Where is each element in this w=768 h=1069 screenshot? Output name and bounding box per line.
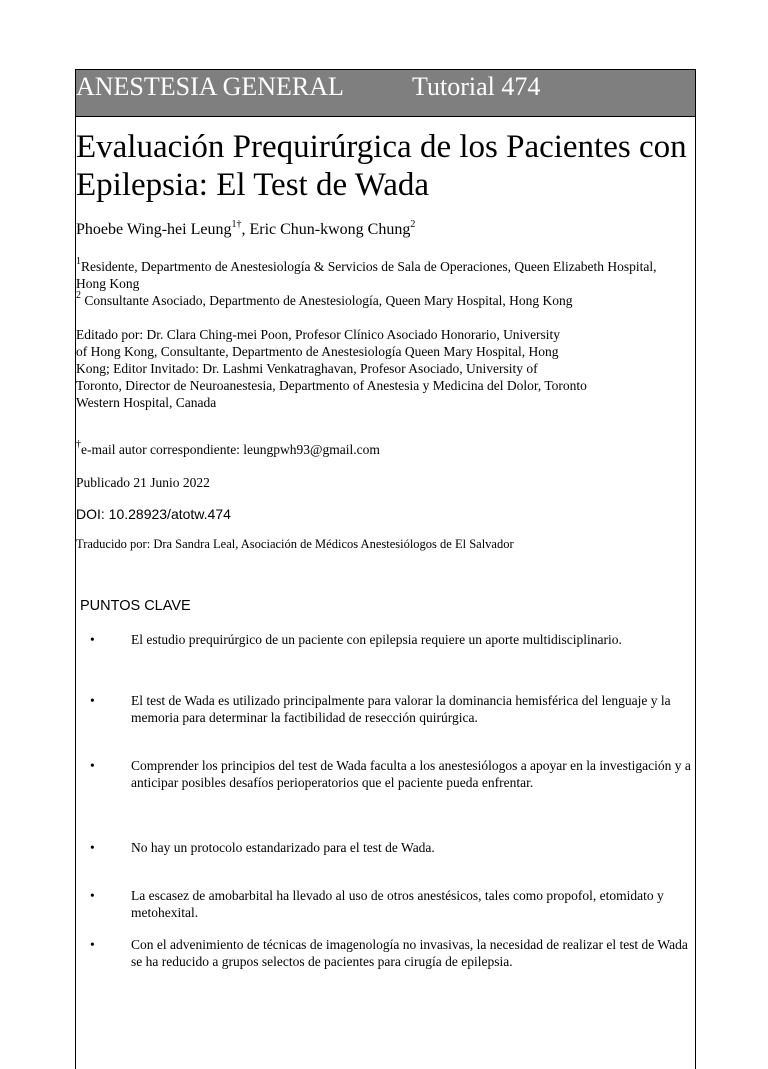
key-point-text: El estudio prequirúrgico de un paciente con epilepsia requiere un aporte multidisciplinario.	[131, 632, 622, 647]
edited-by	[76, 326, 676, 411]
translated-by: Traducido por: Dra Sandra Leal, Asociación de Médicos Anestesiólogos de El Salvador	[76, 537, 514, 551]
tutorial-number: Tutorial 474	[412, 72, 541, 101]
author-superscript: 1†	[231, 219, 242, 230]
email-superscript: †	[76, 439, 81, 450]
key-point-text: Comprender los principios del test de Wada faculta a los anestesiólogos a apoyar en la investigación y a anticipar posibles desafíos perioperatorios que el paciente pueda enfrentar.	[131, 758, 691, 790]
edited-line: Kong; Editor Invitado: Dr. Lashmi Venkatraghavan, Profesor Asociado, University of	[76, 361, 538, 376]
affiliation-superscript: 1	[76, 256, 81, 267]
author-line	[76, 220, 415, 240]
bullet-icon: •	[90, 840, 95, 855]
key-point-text: No hay un protocolo estandarizado para el test de Wada.	[131, 840, 435, 855]
edited-line: Toronto, Director de Neuroanestesia, Departmento of Anestesia y Medicina del Dolor, Toronto	[76, 378, 587, 393]
edited-line: of Hong Kong, Consultante, Departmento de Anestesiología Queen Mary Hospital, Hong	[76, 344, 559, 359]
section-title: ANESTESIA GENERAL	[76, 72, 344, 101]
header-band	[76, 70, 695, 117]
bullet-icon: •	[90, 888, 95, 903]
affiliation	[76, 258, 688, 292]
published-date: Publicado 21 Junio 2022	[76, 475, 210, 490]
bullet-icon: •	[90, 693, 95, 708]
affiliation-text: Residente, Departmento de Anestesiología & Servicios de Sala de Operaciones, Queen Elizabeth Hospital, Hong Kong	[76, 259, 657, 291]
bullet-icon: •	[90, 632, 95, 647]
author-name: Phoebe Wing-hei Leung	[76, 221, 232, 238]
bullet-icon: •	[90, 937, 95, 952]
key-point-text: Con el advenimiento de técnicas de imagenología no invasivas, la necesidad de realizar el test de Wada se ha reducido a grupos selectos de pacientes para cirugía de epilepsia.	[131, 937, 688, 969]
affiliation	[76, 292, 688, 309]
affiliations	[76, 258, 688, 309]
author-name: Eric Chun-kwong Chung	[249, 221, 411, 238]
article-title: Evaluación Prequirúrgica de los Pacientes con Epilepsia: El Test de Wada	[76, 129, 687, 203]
key-point-text: El test de Wada es utilizado principalmente para valorar la dominancia hemisférica del lenguaje y la memoria para determinar la factibilidad de resección quirúrgica.	[131, 693, 671, 725]
key-point-text: La escasez de amobarbital ha llevado al uso de otros anestésicos, tales como propofol, etomidato y metohexital.	[131, 888, 664, 920]
email-text: e-mail autor correspondiente: leungpwh93@gmail.com	[81, 442, 380, 457]
bullet-icon: •	[90, 758, 95, 773]
author-separator: ,	[241, 221, 250, 238]
edited-line: Western Hospital, Canada	[76, 395, 217, 410]
correspondence-email	[76, 441, 380, 458]
doi: DOI: 10.28923/atotw.474	[76, 506, 231, 522]
affiliation-text: Consultante Asociado, Departmento de Anestesiología, Queen Mary Hospital, Hong Kong	[81, 293, 573, 308]
affiliation-superscript: 2	[76, 290, 81, 301]
edited-line: Editado por: Dr. Clara Ching-mei Poon, Profesor Clínico Asociado Honorario, University	[76, 327, 561, 342]
key-points-heading: PUNTOS CLAVE	[80, 598, 191, 614]
author-superscript: 2	[410, 219, 416, 230]
